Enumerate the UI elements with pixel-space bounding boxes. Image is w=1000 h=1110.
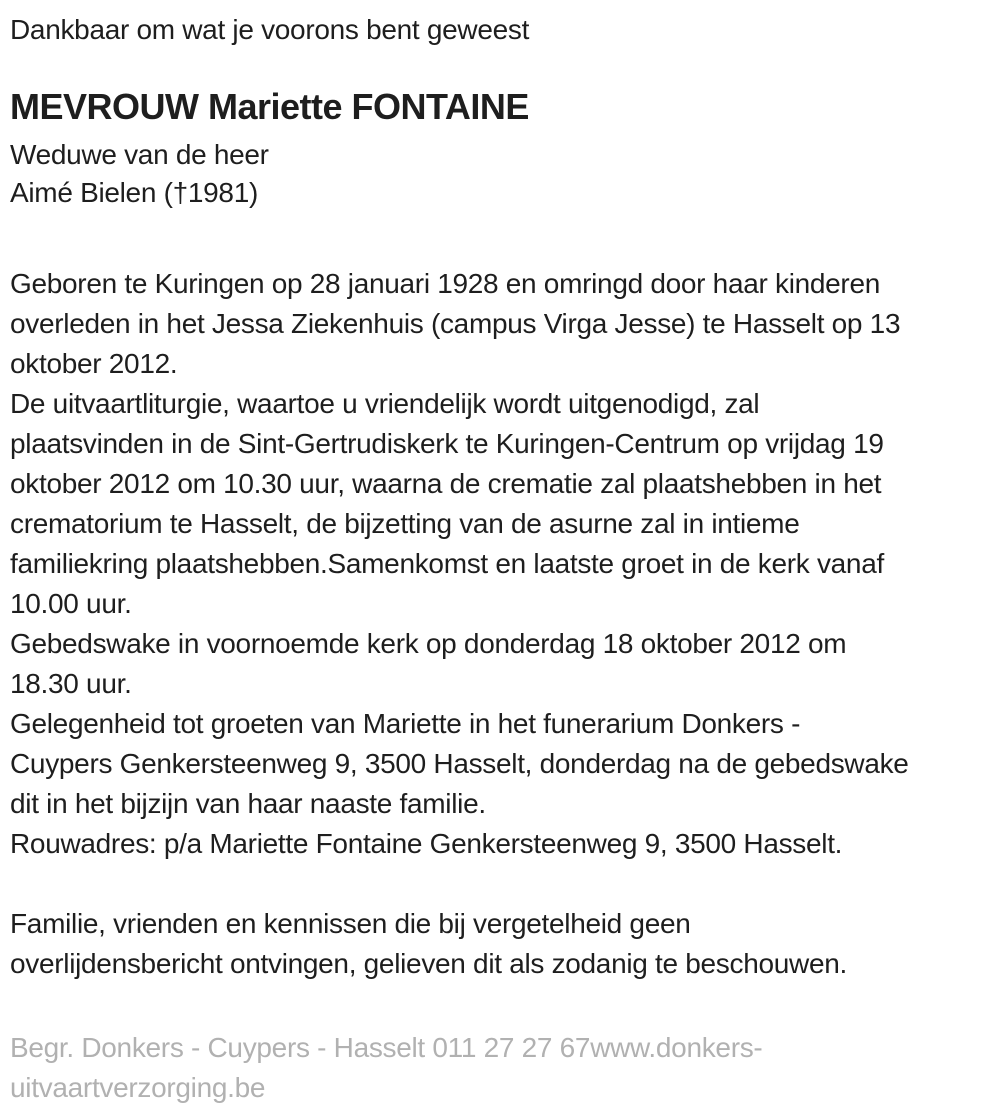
funeral-home-footer <box>10 1028 992 1108</box>
body-line: overleden in het Jessa Ziekenhuis (campus Virga Jesse) te Hasselt op 13 <box>10 308 901 339</box>
footer-line: uitvaartverzorging.be <box>10 1072 266 1103</box>
body-line: oktober 2012 om 10.30 uur, waarna de crematie zal plaatshebben in het <box>10 468 882 499</box>
footer-line: Begr. Donkers - Cuypers - Hasselt 011 27 27 67www.donkers- <box>10 1032 763 1063</box>
late-husband-line: Aimé Bielen (†1981) <box>10 177 258 208</box>
oversight-notice <box>10 904 992 984</box>
body-line: 18.30 uur. <box>10 668 132 699</box>
body-line: Gelegenheid tot groeten van Mariette in het funerarium Donkers - <box>10 708 801 739</box>
body-line: De uitvaartliturgie, waartoe u vriendelijk wordt uitgenodigd, zal <box>10 388 760 419</box>
deceased-name-title: MEVROUW Mariette FONTAINE <box>10 86 529 127</box>
body-line: Rouwadres: p/a Mariette Fontaine Genkersteenweg 9, 3500 Hasselt. <box>10 828 843 859</box>
opening-quote: Dankbaar om wat je voorons bent geweest <box>10 14 530 45</box>
body-line: Gebedswake in voornoemde kerk op donderdag 18 oktober 2012 om <box>10 628 847 659</box>
body-line: Cuypers Genkersteenweg 9, 3500 Hasselt, donderdag na de gebedswake <box>10 748 909 779</box>
body-line: Geboren te Kuringen op 28 januari 1928 en omringd door haar kinderen <box>10 268 880 299</box>
body-line: crematorium te Hasselt, de bijzetting van de asurne zal in intieme <box>10 508 800 539</box>
widow-of-line: Weduwe van de heer <box>10 139 269 170</box>
body-line: plaatsvinden in de Sint-Gertrudiskerk te Kuringen-Centrum op vrijdag 19 <box>10 428 884 459</box>
body-line: dit in het bijzijn van haar naaste familie. <box>10 788 486 819</box>
body-line: familiekring plaatshebben.Samenkomst en laatste groet in de kerk vanaf <box>10 548 884 579</box>
body-line: oktober 2012. <box>10 348 178 379</box>
body-line: 10.00 uur. <box>10 588 132 619</box>
announcement-body <box>10 264 992 864</box>
subtitle-block <box>10 136 992 212</box>
notice-line: overlijdensbericht ontvingen, gelieven dit als zodanig te beschouwen. <box>10 948 847 979</box>
notice-line: Familie, vrienden en kennissen die bij vergetelheid geen <box>10 908 691 939</box>
